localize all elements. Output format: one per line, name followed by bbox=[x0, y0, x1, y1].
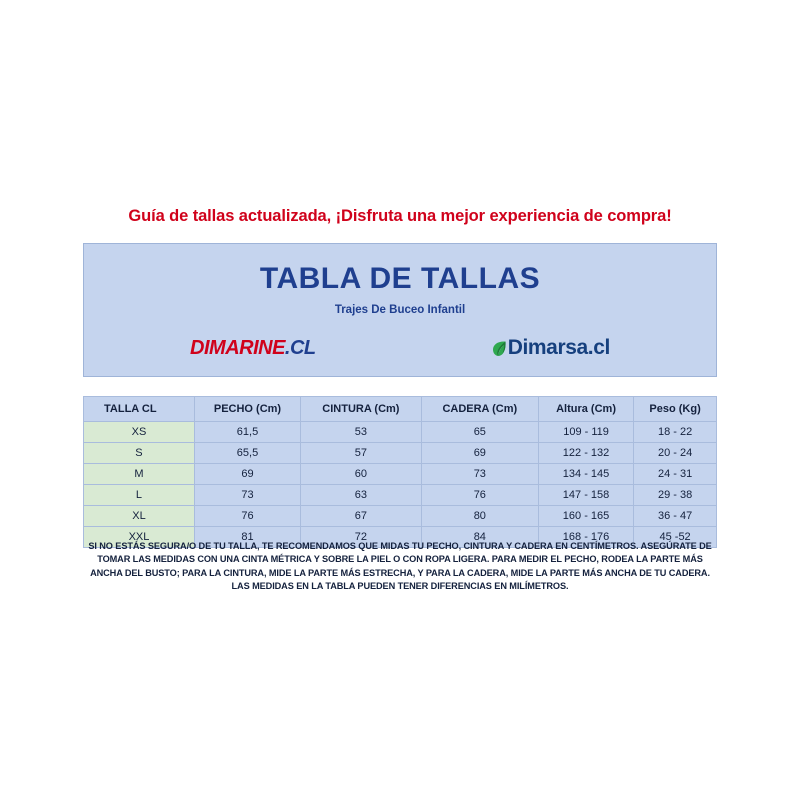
cell-cadera: 65 bbox=[421, 422, 538, 443]
cell-altura: 122 - 132 bbox=[538, 443, 633, 464]
cell-cintura: 57 bbox=[301, 443, 422, 464]
cell-cintura: 63 bbox=[301, 485, 422, 506]
cell-cintura: 67 bbox=[301, 506, 422, 527]
dimarine-logo bbox=[190, 337, 316, 360]
size-chart-card bbox=[83, 243, 717, 377]
cell-pecho: 73 bbox=[194, 485, 300, 506]
cell-pecho: 81 bbox=[194, 527, 300, 548]
page-headline: Guía de tallas actualizada, ¡Disfruta una mejor experiencia de compra! bbox=[128, 207, 672, 225]
dimarine-logo-tld: .CL bbox=[284, 336, 316, 359]
card-subtitle: Trajes De Buceo Infantil bbox=[334, 304, 466, 316]
table-header-row bbox=[84, 397, 717, 422]
card-title: TABLA DE TALLAS bbox=[259, 262, 541, 295]
cell-peso: 20 - 24 bbox=[634, 443, 717, 464]
cell-cintura: 60 bbox=[301, 464, 422, 485]
cell-size: M bbox=[84, 464, 195, 485]
dimarsa-logo-tld: .cl bbox=[587, 336, 610, 359]
column-header-cadera: CADERA (Cm) bbox=[421, 397, 538, 422]
column-header-peso: Peso (Kg) bbox=[634, 397, 717, 422]
leaf-icon bbox=[492, 340, 507, 357]
cell-cadera: 80 bbox=[421, 506, 538, 527]
cell-peso: 45 -52 bbox=[634, 527, 717, 548]
cell-altura: 168 - 176 bbox=[538, 527, 633, 548]
table-row bbox=[84, 422, 717, 443]
table-row bbox=[84, 443, 717, 464]
measurement-instructions: SI NO ESTÁS SEGURA/O DE TU TALLA, TE RECOMENDAMOS QUE MIDAS TU PECHO, CINTURA Y CADERA EN CENTÍMETROS. ASEGÚRATE DE TOMAR LAS MEDIDAS CON UNA CINTA MÉTRICA Y SOBRE LA PIEL O CON ROPA LIGERA. PARA MEDIR EL PECHO, RODEA LA PARTE MÁS ANCHA DEL BUSTO; PARA LA CINTURA, MIDE LA PARTE MÁS ESTRECHA, Y PARA LA CADERA, MIDE LA PARTE MÁS ANCHA DE TU CADERA. LAS MEDIDAS EN LA TABLA PUEDEN TENER DIFERENCIAS EN MILÍMETROS. bbox=[88, 541, 712, 592]
table-row bbox=[84, 485, 717, 506]
cell-altura: 134 - 145 bbox=[538, 464, 633, 485]
cell-cadera: 69 bbox=[421, 443, 538, 464]
column-header-pecho: PECHO (Cm) bbox=[194, 397, 300, 422]
cell-cadera: 84 bbox=[421, 527, 538, 548]
cell-size: S bbox=[84, 443, 195, 464]
dimarsa-logo-name: Dimarsa bbox=[507, 336, 588, 359]
cell-pecho: 65,5 bbox=[194, 443, 300, 464]
cell-cadera: 76 bbox=[421, 485, 538, 506]
cell-altura: 109 - 119 bbox=[538, 422, 633, 443]
cell-pecho: 69 bbox=[194, 464, 300, 485]
dimarsa-logo bbox=[492, 336, 610, 360]
cell-size: XL bbox=[84, 506, 195, 527]
cell-cadera: 73 bbox=[421, 464, 538, 485]
cell-altura: 147 - 158 bbox=[538, 485, 633, 506]
cell-altura: 160 - 165 bbox=[538, 506, 633, 527]
cell-peso: 29 - 38 bbox=[634, 485, 717, 506]
table-row bbox=[84, 464, 717, 485]
cell-pecho: 61,5 bbox=[194, 422, 300, 443]
cell-size: L bbox=[84, 485, 195, 506]
cell-cintura: 53 bbox=[301, 422, 422, 443]
cell-pecho: 76 bbox=[194, 506, 300, 527]
cell-size: XXL bbox=[84, 527, 195, 548]
cell-peso: 24 - 31 bbox=[634, 464, 717, 485]
column-header-talla: TALLA CL bbox=[84, 397, 195, 422]
column-header-cintura: CINTURA (Cm) bbox=[301, 397, 422, 422]
table-row bbox=[84, 506, 717, 527]
column-header-altura: Altura (Cm) bbox=[538, 397, 633, 422]
cell-peso: 36 - 47 bbox=[634, 506, 717, 527]
cell-size: XS bbox=[84, 422, 195, 443]
cell-peso: 18 - 22 bbox=[634, 422, 717, 443]
brand-row bbox=[84, 332, 716, 376]
dimarine-logo-name: DIMARINE bbox=[190, 336, 285, 359]
cell-cintura: 72 bbox=[301, 527, 422, 548]
size-table bbox=[83, 396, 717, 548]
